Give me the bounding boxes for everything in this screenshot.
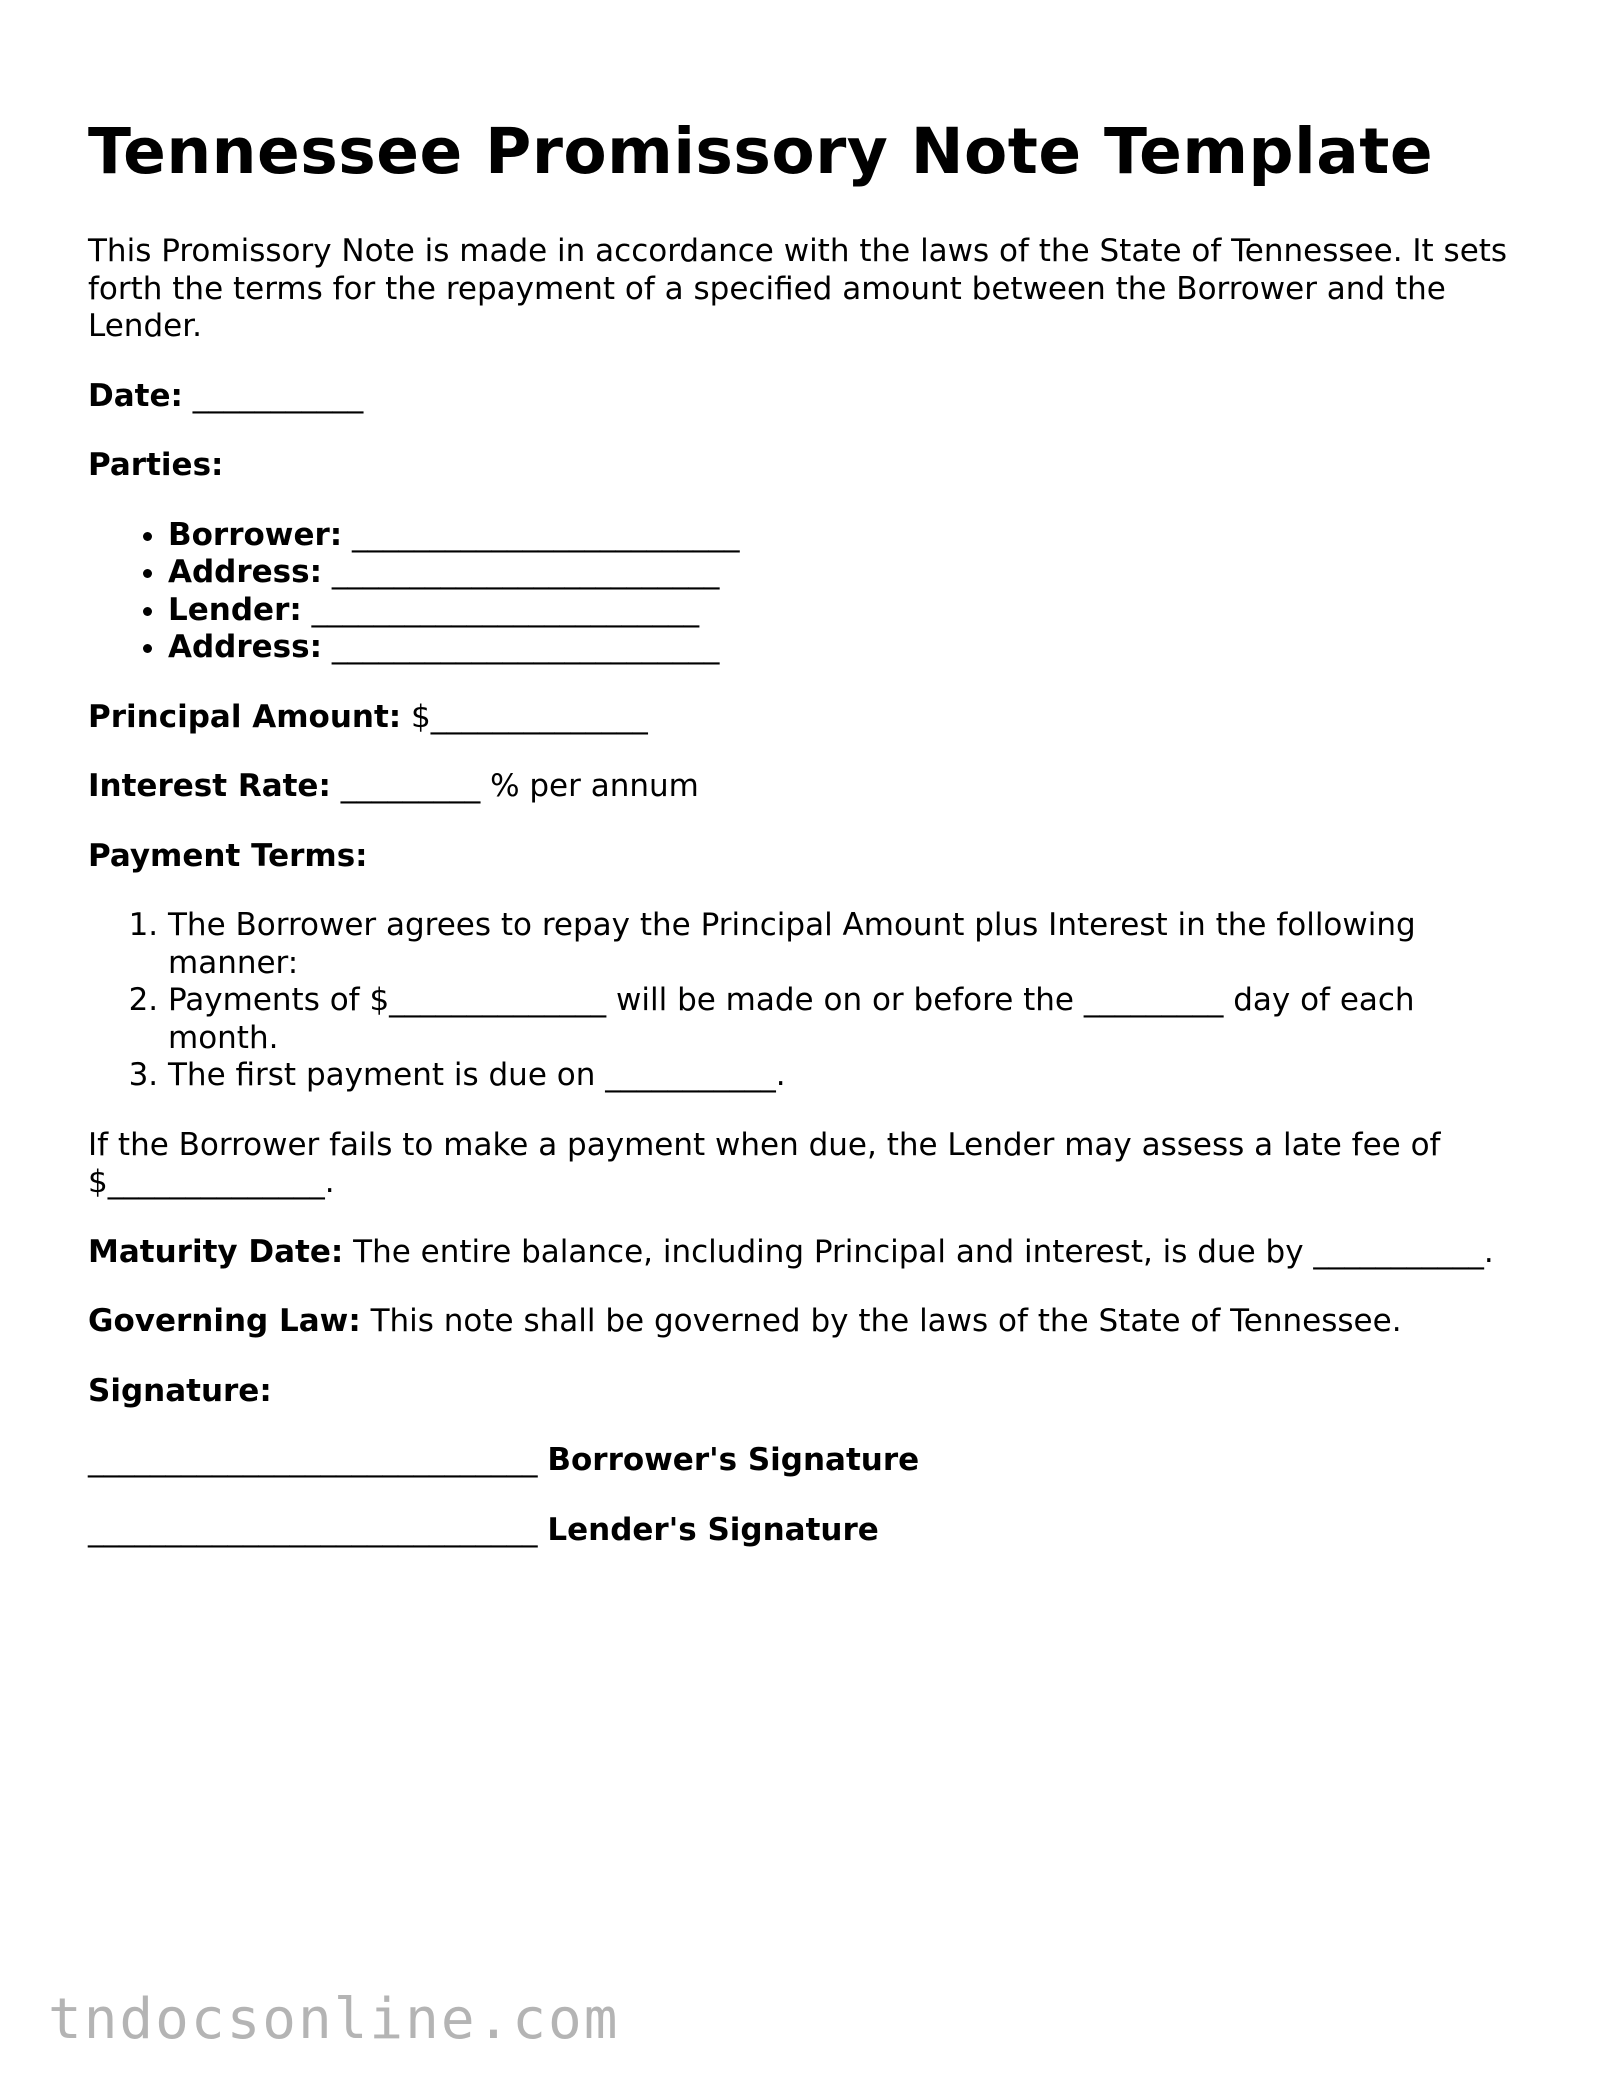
signature-blank: _____________________________ [88,1511,548,1548]
list-item: 3. The first payment is due on ___________. [168,1057,1528,1095]
principal-line [88,699,1528,737]
signature-caption: Borrower's Signature [547,1442,920,1478]
watermark: tndocsonline.com [48,1987,620,2052]
date-label: Date: [88,377,183,414]
list-item [168,517,1528,555]
payment-terms-list [88,907,1528,1095]
maturity-text: The entire balance, including Principal and interest, is due by ___________. [343,1233,1494,1270]
maturity-label: Maturity Date: [88,1233,344,1270]
signature-label: Signature: [88,1372,272,1409]
intro-paragraph: This Promissory Note is made in accordance with the laws of the State of Tennessee. It sets forth the terms for the repayment of a specified amount between the Borrower and the Lender. [88,233,1508,344]
list-item: 2. Payments of $______________ will be made on or before the _________ day of each month. [168,982,1528,1057]
late-fee-paragraph: If the Borrower fails to make a payment when due, the Lender may assess a late fee of $______________. [88,1126,1441,1200]
party-label: Borrower: [168,516,343,553]
maturity-line [88,1234,1528,1272]
party-blank: _________________________ [322,629,720,665]
party-label: Address: [168,629,322,665]
document-page [88,112,1528,1549]
party-label: Address: [168,554,322,590]
page-title: Tennessee Promissory Note Template [88,115,1434,188]
list-item [168,629,1528,667]
governing-law-text: This note shall be governed by the laws of the State of Tennessee. [360,1303,1402,1339]
borrower-signature-line [88,1442,1528,1480]
governing-law-label: Governing Law: [88,1303,361,1339]
list-item: 1. The Borrower agrees to repay the Principal Amount plus Interest in the following manner: [168,907,1528,982]
principal-label: Principal Amount: [88,698,402,735]
interest-label: Interest Rate: [88,768,331,804]
signature-blank: _____________________________ [88,1442,548,1478]
signature-caption: Lender's Signature [547,1511,879,1548]
principal-blank: $______________ [401,698,648,735]
parties-list [88,517,1528,667]
date-blank: ___________ [182,377,364,414]
party-blank: _________________________ [301,591,700,628]
party-blank: _________________________ [322,554,720,590]
payment-terms-heading [88,838,1528,876]
signature-heading [88,1373,1528,1411]
list-item [168,554,1528,592]
party-label: Lender: [168,591,302,628]
party-blank: _________________________ [342,516,740,553]
date-line [88,378,1528,416]
payment-terms-label: Payment Terms: [88,837,368,874]
parties-heading [88,447,1528,485]
lender-signature-line [88,1512,1528,1550]
list-item [168,592,1528,630]
governing-law-line [88,1303,1528,1341]
interest-line [88,768,1528,806]
interest-blank: _________ % per annum [330,768,699,804]
parties-label: Parties: [88,447,224,483]
